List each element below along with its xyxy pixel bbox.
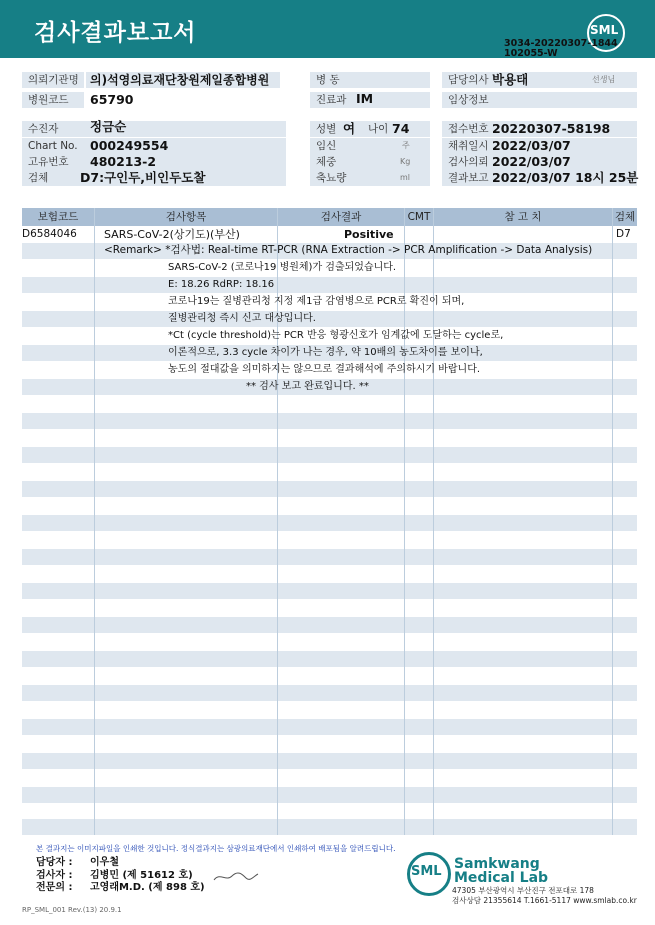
- report-complete-text: ** 검사 보고 완료입니다. **: [246, 381, 369, 392]
- logo-text: SML: [590, 23, 619, 37]
- report-label: 결과보고: [442, 170, 637, 186]
- doctor-value: 박용태: [492, 72, 529, 87]
- col-specimen: 검체: [614, 211, 636, 223]
- chart-label: Chart No.: [22, 138, 286, 154]
- note-line: E: 18.26 RdRP: 18.16: [168, 279, 275, 290]
- recipient-label: 수진자: [22, 121, 286, 137]
- table-row-stripe: [22, 583, 637, 599]
- column-divider: [612, 208, 613, 835]
- col-result: 검사결과: [320, 211, 362, 223]
- table-row-stripe: [22, 787, 637, 803]
- note-line: SARS-CoV-2 (코로나19 병원체)가 검출되었습니다.: [168, 262, 397, 273]
- examiner-name: 김병민 (제 51612 호): [90, 870, 193, 881]
- report-id: 3034-20220307-1844: [504, 38, 618, 49]
- institution-label: 의뢰기관명: [22, 72, 84, 88]
- hospital-code-value: 65790: [90, 92, 134, 107]
- weight-unit: Kg: [400, 157, 411, 166]
- row-specimen: D7: [616, 228, 631, 240]
- footer-notice: 본 결과지는 이미지파일을 인쇄한 것입니다. 정식결과지는 삼광의료재단에서 인쇄하여 배포됨을 알려드립니다.: [36, 844, 396, 853]
- request-label: 검사의뢰: [442, 154, 637, 170]
- note-line: *Ct (cycle threshold)는 PCR 반응 형광신호가 임계값에 도달하는 cycle로,: [168, 330, 504, 341]
- examiner-label: 검사자 :: [36, 870, 73, 881]
- note-line: 코로나19는 질병관리청 지정 제1급 감염병으로 PCR로 확진이 되며,: [168, 296, 465, 307]
- pregnancy-label: 임신: [310, 138, 430, 154]
- doctor-suffix: 선생님: [592, 75, 616, 84]
- table-row-stripe: [22, 277, 637, 293]
- table-row-stripe: [22, 753, 637, 769]
- clinical-label: 임상정보: [442, 92, 637, 108]
- urine-label: 축뇨량: [310, 170, 430, 186]
- table-row-stripe: [22, 447, 637, 463]
- age-label: 나이: [368, 123, 389, 135]
- form-number: RP_SML_001 Rev.(13) 20.9.1: [22, 906, 122, 914]
- document-title: 검사결과보고서: [34, 20, 197, 46]
- col-test-item: 검사항목: [165, 211, 207, 223]
- row-test-item: SARS-CoV-2(상기도)(부산): [104, 228, 240, 241]
- dept-value: IM: [356, 91, 374, 106]
- weight-label: 체중: [310, 154, 430, 170]
- collect-value: 2022/03/07: [492, 138, 571, 153]
- chart-value: 000249554: [90, 138, 169, 153]
- age-value: 74: [392, 121, 410, 136]
- reporter-label: 담당자 :: [36, 857, 73, 868]
- row-code: D6584046: [22, 228, 77, 240]
- urine-unit: ml: [400, 173, 411, 182]
- collect-label: 채취일시: [442, 138, 637, 154]
- pregnancy-unit: 주: [402, 141, 410, 150]
- table-row-stripe: [22, 549, 637, 565]
- report-id-suffix: 102055-W: [504, 48, 558, 59]
- table-row-stripe: [22, 413, 637, 429]
- company-logo-text: SML: [411, 864, 442, 879]
- dept-label: 진료과: [310, 92, 430, 108]
- column-divider: [94, 208, 95, 835]
- table-row-stripe: [22, 651, 637, 667]
- note-line: 이론적으로, 3.3 cycle 차이가 나는 경우, 약 10배의 농도차이를 보이나,: [168, 347, 483, 358]
- unique-no-label: 고유번호: [22, 154, 286, 170]
- remark-text: <Remark> *검사법: Real-time RT-PCR (RNA Extraction -> PCR Amplification -> Data Analysis): [104, 244, 593, 256]
- company-contact: 검사상담 21355614 T.1661-5117 www.smlab.co.kr: [452, 896, 637, 905]
- doctor-label: 담당의사: [442, 72, 637, 88]
- company-address: 47305 부산광역시 부산진구 전포대로 178: [452, 886, 594, 895]
- reporter-name: 이우철: [90, 857, 119, 868]
- institution-value: 의)석영의료재단창원제일종합병원: [90, 73, 270, 87]
- sex-label: 성별: [310, 121, 430, 137]
- row-result: Positive: [344, 228, 394, 241]
- specimen-value: D7:구인두,비인두도찰: [80, 170, 206, 185]
- unique-no-value: 480213-2: [90, 154, 157, 169]
- company-name: Samkwang: [454, 856, 540, 872]
- note-line: 농도의 절대값을 의미하지는 않으므로 결과해석에 주의하시기 바랍니다.: [168, 364, 481, 375]
- col-reference: 참 고 치: [504, 211, 542, 223]
- receipt-label: 접수번호: [442, 121, 637, 137]
- ward-label: 병 동: [310, 72, 430, 88]
- report-value: 2022/03/07 18시 25분: [492, 170, 639, 185]
- specialist-name: 고영래M.D. (제 898 호): [90, 882, 205, 893]
- col-insurance-code: 보험코드: [37, 211, 79, 223]
- table-row-stripe: [22, 819, 637, 835]
- table-row-stripe: [22, 685, 637, 701]
- table-row-stripe: [22, 617, 637, 633]
- request-value: 2022/03/07: [492, 154, 571, 169]
- table-row-stripe: [22, 719, 637, 735]
- sex-value: 여: [343, 121, 356, 136]
- col-cmt: CMT: [407, 211, 431, 223]
- signature-icon: [212, 868, 260, 886]
- specimen-label: 검체: [22, 170, 286, 186]
- table-row-stripe: [22, 311, 637, 327]
- table-row-stripe: [22, 481, 637, 497]
- receipt-value: 20220307-58198: [492, 121, 611, 136]
- hospital-code-label: 병원코드: [22, 92, 84, 108]
- note-line: 질병관리청 즉시 신고 대상입니다.: [168, 313, 316, 324]
- table-row-stripe: [22, 515, 637, 531]
- recipient-value: 정금순: [90, 119, 127, 134]
- specialist-label: 전문의 :: [36, 882, 73, 893]
- company-name-2: Medical Lab: [454, 870, 549, 886]
